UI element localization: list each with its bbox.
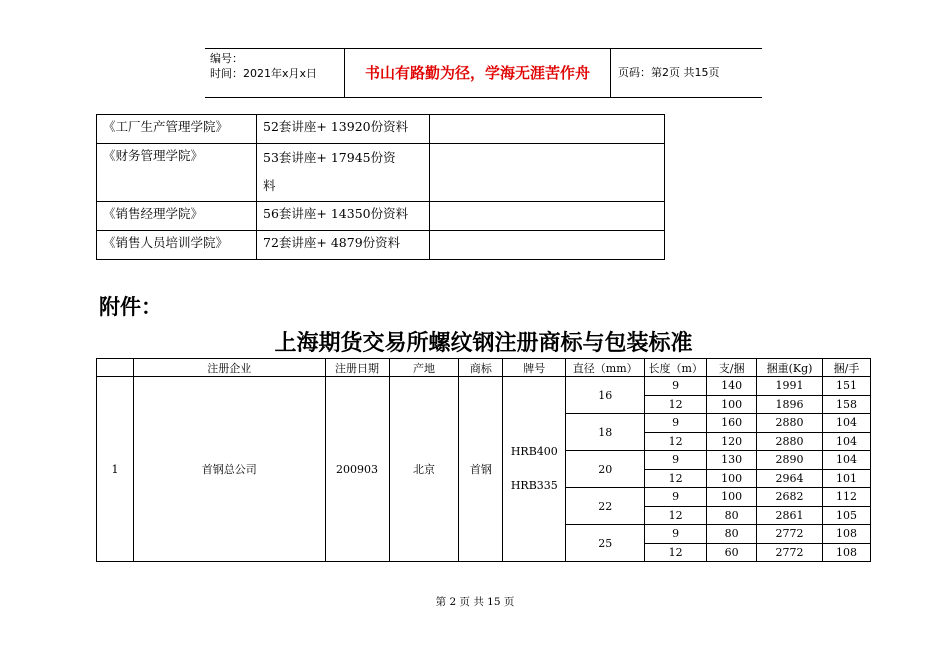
length-cell: 9 xyxy=(645,488,707,507)
steel-table xyxy=(96,358,871,562)
bundles-cell: 104 xyxy=(823,414,871,433)
bundles-cell: 104 xyxy=(823,432,871,451)
course-empty xyxy=(430,115,665,144)
course-empty xyxy=(430,144,665,202)
course-desc: 72套讲座+ 4879份资料 xyxy=(257,231,430,260)
bundles-cell: 104 xyxy=(823,451,871,470)
header-cell: 注册企业 xyxy=(133,359,325,377)
diameter-cell: 18 xyxy=(566,414,645,451)
table-row xyxy=(97,144,665,202)
page-header xyxy=(205,48,762,98)
bundles-cell: 108 xyxy=(823,525,871,544)
table-row xyxy=(97,202,665,231)
weight-cell: 2772 xyxy=(757,543,823,562)
header-motto: 书山有路勤为径，学海无涯苦作舟 xyxy=(345,49,611,97)
header-page-label: 页码：第2页 共15页 xyxy=(618,66,720,79)
weight-cell: 2880 xyxy=(757,432,823,451)
header-cell: 牌号 xyxy=(503,359,566,377)
course-empty xyxy=(430,231,665,260)
course-table xyxy=(96,114,665,260)
company-cell: 首钢总公司 xyxy=(133,377,325,562)
length-cell: 12 xyxy=(645,543,707,562)
bundles-cell: 108 xyxy=(823,543,871,562)
weight-cell: 2880 xyxy=(757,414,823,433)
table-row xyxy=(97,231,665,260)
header-cell: 捆重(Kg) xyxy=(757,359,823,377)
weight-cell: 2772 xyxy=(757,525,823,544)
length-cell: 9 xyxy=(645,414,707,433)
length-cell: 12 xyxy=(645,432,707,451)
pcs-cell: 100 xyxy=(707,395,757,414)
bundles-cell: 105 xyxy=(823,506,871,525)
diameter-cell: 25 xyxy=(566,525,645,562)
length-cell: 9 xyxy=(645,377,707,396)
bundles-cell: 112 xyxy=(823,488,871,507)
header-cell: 支/捆 xyxy=(707,359,757,377)
pcs-cell: 130 xyxy=(707,451,757,470)
header-cell: 直径（mm） xyxy=(566,359,645,377)
length-cell: 9 xyxy=(645,451,707,470)
brand-cell: 首钢 xyxy=(459,377,503,562)
header-cell: 注册日期 xyxy=(325,359,389,377)
diameter-cell: 16 xyxy=(566,377,645,414)
time-label: 时间：2021年x月x日 xyxy=(210,67,318,80)
weight-cell: 2861 xyxy=(757,506,823,525)
course-desc: 52套讲座+ 13920份资料 xyxy=(257,115,430,144)
page-footer: 第 2 页 共 15 页 xyxy=(435,596,515,608)
pcs-cell: 160 xyxy=(707,414,757,433)
bundles-cell: 101 xyxy=(823,469,871,488)
table-header-row xyxy=(97,359,871,377)
weight-cell: 2890 xyxy=(757,451,823,470)
attachment-label: 附件： xyxy=(99,295,162,319)
course-desc: 53套讲座+ 17945份资 料 xyxy=(257,144,430,202)
header-cell: 捆/手 xyxy=(823,359,871,377)
course-empty xyxy=(430,202,665,231)
length-cell: 9 xyxy=(645,525,707,544)
length-cell: 12 xyxy=(645,395,707,414)
table-row xyxy=(97,115,665,144)
length-cell: 12 xyxy=(645,506,707,525)
pcs-cell: 60 xyxy=(707,543,757,562)
pcs-cell: 140 xyxy=(707,377,757,396)
table-row xyxy=(97,377,871,396)
diameter-cell: 20 xyxy=(566,451,645,488)
pcs-cell: 120 xyxy=(707,432,757,451)
header-cell: 商标 xyxy=(459,359,503,377)
weight-cell: 1896 xyxy=(757,395,823,414)
weight-cell: 1991 xyxy=(757,377,823,396)
pcs-cell: 80 xyxy=(707,525,757,544)
pcs-cell: 100 xyxy=(707,488,757,507)
weight-cell: 2682 xyxy=(757,488,823,507)
bundles-cell: 151 xyxy=(823,377,871,396)
row-index: 1 xyxy=(97,377,134,562)
course-name: 《工厂生产管理学院》 xyxy=(97,115,257,144)
code-label: 编号： xyxy=(210,52,243,65)
diameter-cell: 22 xyxy=(566,488,645,525)
bundles-cell: 158 xyxy=(823,395,871,414)
course-name: 《销售经理学院》 xyxy=(97,202,257,231)
date-cell: 200903 xyxy=(325,377,389,562)
header-cell: 产地 xyxy=(389,359,459,377)
header-cell: 长度（m） xyxy=(645,359,707,377)
pcs-cell: 80 xyxy=(707,506,757,525)
header-meta xyxy=(205,49,345,97)
steel-table-title: 上海期货交易所螺纹钢注册商标与包装标准 xyxy=(274,331,693,356)
course-name: 《销售人员培训学院》 xyxy=(97,231,257,260)
header-cell xyxy=(97,359,134,377)
pcs-cell: 100 xyxy=(707,469,757,488)
course-name: 《财务管理学院》 xyxy=(97,144,257,202)
course-desc: 56套讲座+ 14350份资料 xyxy=(257,202,430,231)
length-cell: 12 xyxy=(645,469,707,488)
grade-cell: HRB400 HRB335 xyxy=(503,377,566,562)
weight-cell: 2964 xyxy=(757,469,823,488)
origin-cell: 北京 xyxy=(389,377,459,562)
